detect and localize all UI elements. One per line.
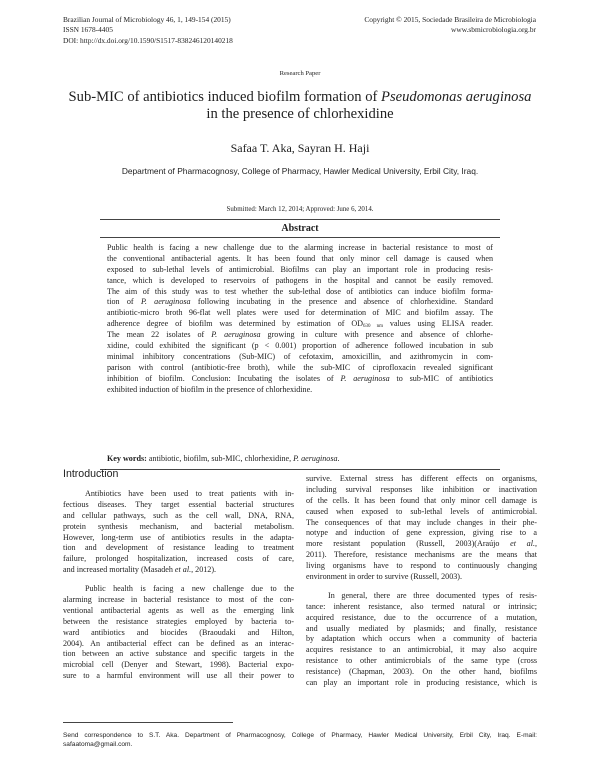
paragraph-line: resistance) (Chapman, 2003). On the other hand, biofilms — [306, 667, 537, 677]
journal-citation: Brazilian Journal of Microbiology 46, 1, 149-154 (2015) — [63, 15, 231, 24]
paragraph-line: and increased mortality (Masadeh et al., 2012). — [63, 565, 217, 575]
abstract-line: The aim of this study was to test whether the sub-lethal dose of antibiotics can induce biofilm forma- — [107, 286, 493, 296]
paragraph-line: and cellular pathways, such as the cell wall, DNA, RNA, — [63, 510, 294, 520]
paragraph-line: Antibiotics have been used to treat patients with in- — [85, 489, 294, 498]
paragraph-line: ward antibiotics and biocides (Braoudaki and Hilton, — [63, 627, 294, 637]
paragraph-line: Public health is facing a new challenge due to the — [85, 584, 294, 594]
abstract-line: tion of P. aeruginosa following incubating in the presence and absence of chlorhexidine. Standard — [107, 297, 493, 307]
abstract-line: Public health is facing a new challenge due to the alarming increase in bacterial resistance to most of — [107, 243, 493, 252]
title-line1: Sub-MIC of antibiotics induced biofilm formation of — [68, 89, 382, 105]
abstract-heading-rule — [100, 237, 500, 238]
right-column — [306, 474, 537, 689]
footnote-rule — [63, 722, 233, 723]
abstract-line: minimal inhibitory concentrations (Sub-MIC) of cefotaxim, amoxicillin, and azithromycin in com- — [107, 351, 493, 361]
abstract-line: The mean 22 isolates of P. aeruginosa growing in culture with presence and absence of chlorhe- — [107, 330, 493, 340]
paragraph-line: including survival responses like inhibition or inactivation — [306, 484, 537, 494]
paragraph-line: caused when exposed to sub-lethal levels of antimicrobial. — [306, 506, 537, 516]
paragraph-line: living organisms have to respond to continuously changing — [306, 561, 537, 571]
paragraph-line: tance: inherent resistance, also termed natural or intrinsic; — [306, 601, 537, 611]
paragraph-line: resistance to other antimicrobials of the same type (cross — [306, 656, 537, 666]
paragraph-line: acquired resistance, due to the occurrence of a mutation, — [306, 612, 537, 622]
paragraph-line: survive. External stress has different effects on organisms, — [306, 474, 537, 483]
abstract-line: inhibition of biofilm. Conclusion: Incubating the isolates of P. aeruginosa to sub-MIC of antibiotics — [107, 373, 493, 383]
paragraph-line: protein synthesis mechanism, and bacterial metabolism. — [63, 521, 294, 531]
paper-title — [60, 89, 540, 123]
title-line2: in the presence of chlorhexidine — [206, 106, 394, 122]
abstract-line: parison with control (antibiotic-free broth), while the sub-MIC of ciprofloxacin revealed significant — [107, 362, 493, 372]
paragraph-line: fectious diseases. They target essential bacterial structures — [63, 499, 294, 509]
abstract-line: xidine, could exhibited the significant (p < 0.001) proportion of adherence followed incubation in sub — [107, 341, 493, 351]
website-link[interactable]: www.sbmicrobiologia.org.br — [451, 25, 536, 35]
paragraph-line: microbial cell (Denyer and Stewart, 1998). Bacterial expo- — [63, 660, 294, 670]
paragraph-line: between the resistance strategies employed by bacteria to- — [63, 616, 294, 626]
paragraph-line: ventional antibacterial agents as well as the emerging link — [63, 605, 294, 615]
paragraph-line: tion and development of resistance leading to treatment — [63, 543, 294, 553]
paragraph-line: However, long-term use of antibiotics results in the adapta- — [63, 532, 294, 542]
paragraph-line: more resistant population (Russell, 2003)(Araújo et al., — [306, 539, 537, 549]
paragraph-line: The consequences of that may include changes in their phe- — [306, 517, 537, 527]
abstract-line: exposed to sub-lethal levels of antimicrobial. Biofilms can play an important role in producing resis- — [107, 264, 493, 274]
footnote-email[interactable]: safaatoma@gmail.com. — [63, 741, 133, 749]
paragraph-line: notype and induction of gene expression, giving rise to a — [306, 528, 537, 538]
correspondence-footnote — [63, 731, 537, 750]
keywords-label: Key words: — [107, 454, 147, 463]
paragraph-line: In general, there are three documented types of resis- — [328, 590, 537, 600]
keywords-text: antibiotic, biofilm, sub-MIC, chlorhexidine, P. aeruginosa. — [148, 454, 340, 463]
paragraph-line: tion between an active substance and specific targets in the — [63, 649, 294, 659]
paragraph-line: by adaptation which occurs when a community of bacteria — [306, 634, 537, 644]
affiliation: Department of Pharmacognosy, College of Pharmacy, Hawler Medical University, Erbil City, Iraq. — [121, 166, 479, 176]
doi-link[interactable]: DOI: http://dx.doi.org/10.1590/S1517-838246120140218 — [63, 35, 233, 45]
paragraph-line: of the cells. It has been found that only minor cell damage is — [306, 495, 537, 505]
keywords-bottom-rule — [100, 469, 500, 470]
issn: ISSN 1678-4405 — [63, 25, 113, 35]
paragraph-line: can play an important role in producing resistance, which is — [306, 678, 537, 688]
article-type: Research Paper — [279, 70, 321, 77]
abstract-heading: Abstract — [281, 223, 319, 234]
paragraph-line: sure to a harmful environment will use all their power to — [63, 671, 294, 681]
abstract-body — [107, 243, 493, 395]
introduction-heading: Introduction — [63, 468, 119, 480]
abstract-line: antibiotic-micro broth 96-flat well plates were used for determination of MIC and biofilm assay. The — [107, 308, 493, 318]
title-species: Pseudomonas aeruginosa — [381, 89, 532, 105]
footnote-line: Send correspondence to S.T. Aka. Department of Pharmacognosy, College of Pharmacy, Hawler Medical University, Erbil City, Iraq. E-mail: — [63, 732, 537, 739]
abstract-line: tance, which is developed to reservoirs of pathogens in the hospital and cannot be easily removed. — [107, 275, 493, 285]
journal-header-right — [364, 15, 536, 36]
paragraph-line: 2011). Therefore, resistance mechanisms are the means that — [306, 550, 537, 560]
paragraph-line: alarming increase in bacterial resistance to most of the con- — [63, 595, 294, 605]
abstract-line: exhibited induction of biofilm in the presence of chlorhexidine. — [107, 384, 313, 394]
paragraph-line: failure, prolonged hospitalization, increased costs of care, — [63, 554, 294, 564]
paragraph-line: 2004). An antibacterial effect can be defined as an interac- — [63, 638, 294, 648]
abstract-line: the conventional antibacterial agents. It has been found that only minor cell damage is caused when — [107, 253, 493, 263]
abstract-top-rule — [100, 219, 500, 220]
abstract-line: adherence degree of biofilm was determined by estimation of $OD_{630 nm}$ values using ELISA reader. — [107, 319, 494, 330]
keywords — [107, 454, 340, 463]
left-column — [63, 489, 294, 682]
paragraph-line: and usually mediated by plasmids; and finally, resistance — [306, 623, 537, 633]
paragraph-line: environment in order to survive (Russell, 2003). — [306, 572, 463, 582]
journal-header-left — [63, 15, 233, 46]
paragraph-line: acquires resistance to an antimicrobial, it may also acquire — [306, 645, 537, 655]
authors: Safaa T. Aka, Sayran H. Haji — [230, 141, 370, 155]
submission-dates: Submitted: March 12, 2014; Approved: June 6, 2014. — [226, 206, 374, 213]
copyright: Copyright © 2015, Sociedade Brasileira de Microbiologia — [364, 15, 536, 24]
